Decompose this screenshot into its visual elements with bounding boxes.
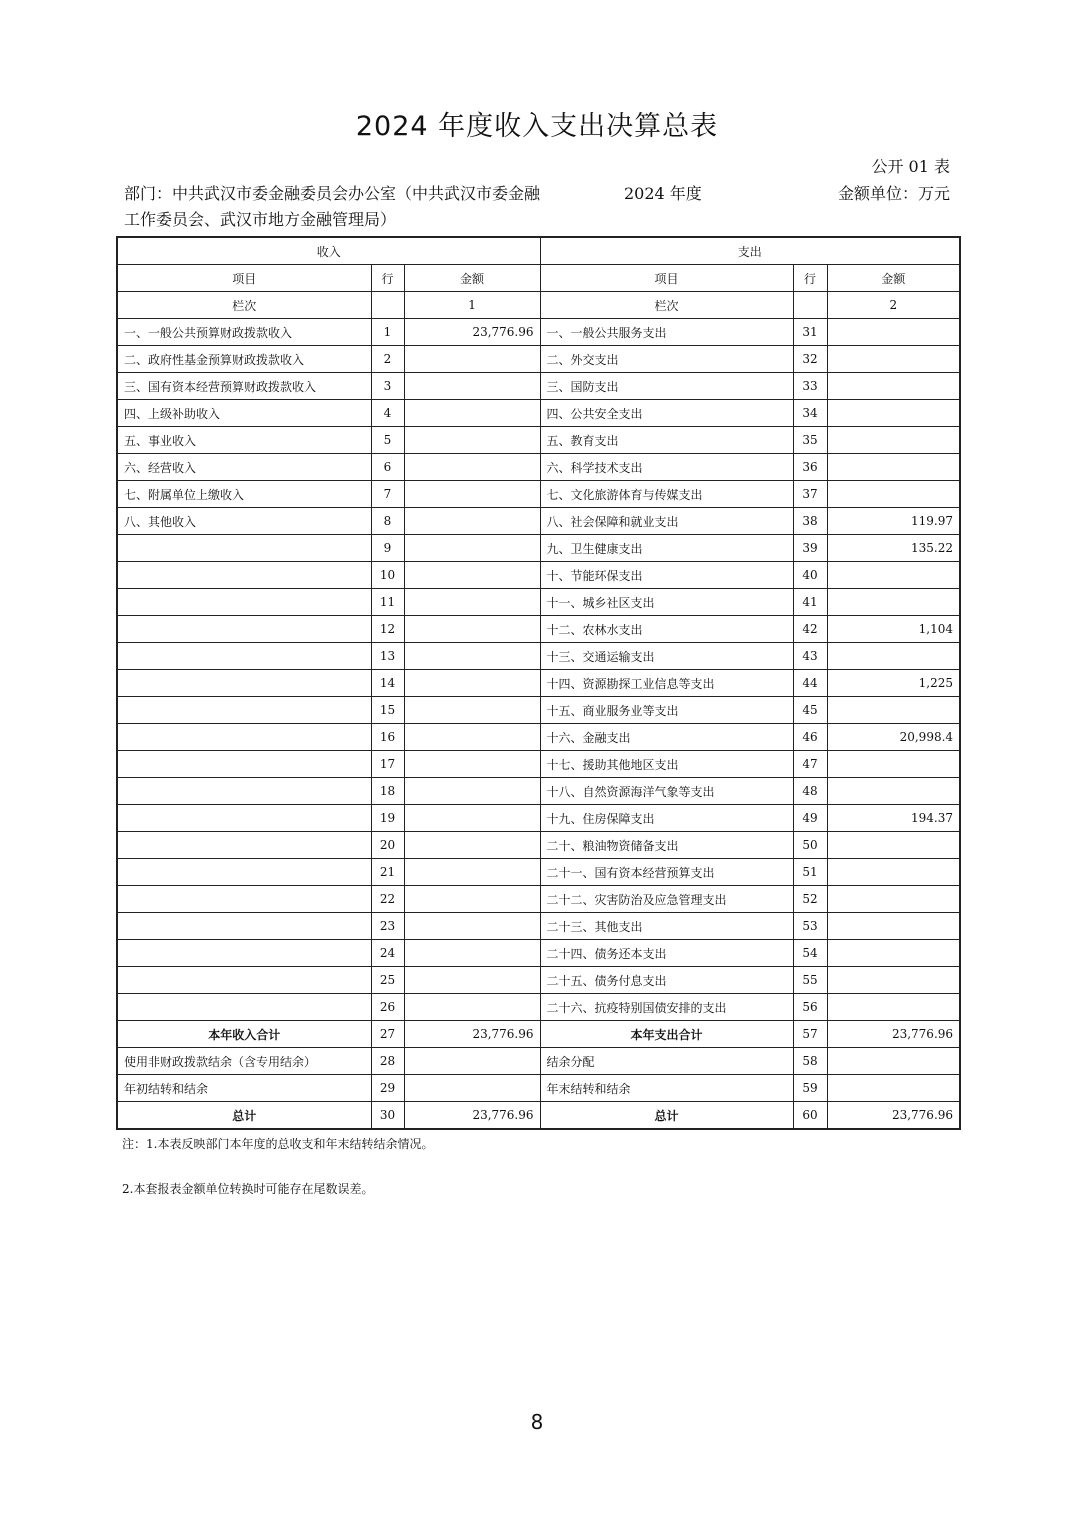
expense-row-number: 60	[793, 1102, 827, 1130]
table-column-number-row	[117, 292, 960, 319]
expense-amount	[827, 427, 960, 454]
expense-amount: 1,225	[827, 670, 960, 697]
income-row-number: 13	[371, 643, 404, 670]
expense-item-name: 十一、城乡社区支出	[540, 589, 793, 616]
income-column-empty	[371, 292, 404, 319]
income-amount	[404, 670, 540, 697]
expense-item-name: 年末结转和结余	[540, 1075, 793, 1102]
expense-item-name: 五、教育支出	[540, 427, 793, 454]
expense-item-name: 十、节能环保支出	[540, 562, 793, 589]
expense-row-number: 41	[793, 589, 827, 616]
income-amount	[404, 589, 540, 616]
income-amount	[404, 967, 540, 994]
income-item-name: 年初结转和结余	[117, 1075, 371, 1102]
income-item-name	[117, 562, 371, 589]
fiscal-year: 2024 年度	[624, 184, 702, 203]
table-row	[117, 751, 960, 778]
expense-amount	[827, 562, 960, 589]
expense-amount	[827, 1048, 960, 1075]
income-item-name: 三、国有资本经营预算财政拨款收入	[117, 373, 371, 400]
expense-item-name: 结余分配	[540, 1048, 793, 1075]
income-amount	[404, 481, 540, 508]
income-amount	[404, 454, 540, 481]
income-item-name	[117, 832, 371, 859]
expense-amount-header: 金额	[827, 265, 960, 292]
income-amount	[404, 778, 540, 805]
income-row-number: 16	[371, 724, 404, 751]
expense-amount: 135.22	[827, 535, 960, 562]
expense-row-number: 36	[793, 454, 827, 481]
expense-amount	[827, 913, 960, 940]
income-amount	[404, 805, 540, 832]
expense-row-number: 34	[793, 400, 827, 427]
amount-unit: 金额单位：万元	[837, 184, 950, 203]
table-row	[117, 1048, 960, 1075]
income-item-name: 四、上级补助收入	[117, 400, 371, 427]
expense-amount	[827, 832, 960, 859]
expense-amount	[827, 967, 960, 994]
income-row-number: 26	[371, 994, 404, 1021]
income-item-name	[117, 697, 371, 724]
expense-item-name: 十五、商业服务业等支出	[540, 697, 793, 724]
income-item-name: 五、事业收入	[117, 427, 371, 454]
expense-item-name: 二十六、抗疫特别国债安排的支出	[540, 994, 793, 1021]
income-item-name: 七、附属单位上缴收入	[117, 481, 371, 508]
expense-amount: 23,776.96	[827, 1021, 960, 1048]
table-row	[117, 994, 960, 1021]
income-amount: 23,776.96	[404, 319, 540, 346]
income-item-name	[117, 616, 371, 643]
income-amount	[404, 751, 540, 778]
table-row	[117, 481, 960, 508]
table-row	[117, 1102, 960, 1130]
expense-amount	[827, 589, 960, 616]
income-item-name	[117, 751, 371, 778]
footnotes	[122, 1135, 433, 1225]
expense-item-name: 一、一般公共服务支出	[540, 319, 793, 346]
income-row-number: 2	[371, 346, 404, 373]
table-row	[117, 859, 960, 886]
expense-amount	[827, 697, 960, 724]
expense-item-name: 二十三、其他支出	[540, 913, 793, 940]
expense-item-name: 总计	[540, 1102, 793, 1130]
income-row-number: 28	[371, 1048, 404, 1075]
income-item-name: 总计	[117, 1102, 371, 1130]
table-row	[117, 913, 960, 940]
expense-amount	[827, 751, 960, 778]
income-item-name	[117, 724, 371, 751]
income-item-name: 八、其他收入	[117, 508, 371, 535]
income-amount: 23,776.96	[404, 1021, 540, 1048]
expense-item-name: 二十二、灾害防治及应急管理支出	[540, 886, 793, 913]
table-row	[117, 508, 960, 535]
income-amount	[404, 1048, 540, 1075]
income-row-number: 4	[371, 400, 404, 427]
income-item-name	[117, 940, 371, 967]
expense-row-number: 32	[793, 346, 827, 373]
income-item-name	[117, 859, 371, 886]
income-row-number: 6	[371, 454, 404, 481]
expense-row-number: 56	[793, 994, 827, 1021]
income-item-name	[117, 589, 371, 616]
expense-amount	[827, 1075, 960, 1102]
table-row	[117, 562, 960, 589]
income-row-number: 15	[371, 697, 404, 724]
table-row	[117, 346, 960, 373]
income-amount	[404, 913, 540, 940]
expense-row-number: 44	[793, 670, 827, 697]
table-row	[117, 400, 960, 427]
expense-row-number: 48	[793, 778, 827, 805]
income-amount	[404, 832, 540, 859]
income-amount	[404, 427, 540, 454]
page-number: 8	[530, 1410, 544, 1434]
income-amount	[404, 643, 540, 670]
income-amount	[404, 616, 540, 643]
expense-amount: 23,776.96	[827, 1102, 960, 1130]
expense-item-name: 二十五、债务付息支出	[540, 967, 793, 994]
expense-item-name: 四、公共安全支出	[540, 400, 793, 427]
income-row-number: 3	[371, 373, 404, 400]
expense-row-number: 51	[793, 859, 827, 886]
expense-item-name: 七、文化旅游体育与传媒支出	[540, 481, 793, 508]
expense-amount	[827, 994, 960, 1021]
income-item-name: 二、政府性基金预算财政拨款收入	[117, 346, 371, 373]
expense-row-number: 33	[793, 373, 827, 400]
expense-row-number: 31	[793, 319, 827, 346]
income-amount	[404, 508, 540, 535]
table-row	[117, 319, 960, 346]
expense-item-name: 十九、住房保障支出	[540, 805, 793, 832]
expense-row-number: 42	[793, 616, 827, 643]
expense-row-number: 35	[793, 427, 827, 454]
expense-item-name: 十二、农林水支出	[540, 616, 793, 643]
expense-row-number: 54	[793, 940, 827, 967]
table-row	[117, 832, 960, 859]
income-column-number: 1	[404, 292, 540, 319]
expense-row-number: 53	[793, 913, 827, 940]
expense-amount	[827, 481, 960, 508]
income-item-name	[117, 778, 371, 805]
income-item-name: 一、一般公共预算财政拨款收入	[117, 319, 371, 346]
expense-column-label: 栏次	[540, 292, 793, 319]
income-item-name	[117, 913, 371, 940]
income-row-number: 14	[371, 670, 404, 697]
expense-row-number: 50	[793, 832, 827, 859]
expense-item-name: 二十、粮油物资储备支出	[540, 832, 793, 859]
expense-row-number: 52	[793, 886, 827, 913]
income-row-number: 11	[371, 589, 404, 616]
income-item-name	[117, 886, 371, 913]
expense-row-number: 57	[793, 1021, 827, 1048]
income-column-label: 栏次	[117, 292, 371, 319]
expense-item-header: 项目	[540, 265, 793, 292]
income-row-number: 9	[371, 535, 404, 562]
expense-row-number: 43	[793, 643, 827, 670]
expense-amount	[827, 346, 960, 373]
income-row-number: 22	[371, 886, 404, 913]
expense-row-number: 38	[793, 508, 827, 535]
income-row-number: 12	[371, 616, 404, 643]
income-item-name	[117, 670, 371, 697]
expense-amount	[827, 400, 960, 427]
expense-item-name: 二十一、国有资本经营预算支出	[540, 859, 793, 886]
expense-amount	[827, 940, 960, 967]
expense-item-name: 六、科学技术支出	[540, 454, 793, 481]
expense-row-number: 40	[793, 562, 827, 589]
income-row-number: 30	[371, 1102, 404, 1130]
income-row-number: 5	[371, 427, 404, 454]
expense-row-number: 58	[793, 1048, 827, 1075]
table-row	[117, 697, 960, 724]
expense-row-number: 55	[793, 967, 827, 994]
expense-column-number: 2	[827, 292, 960, 319]
income-row-number: 19	[371, 805, 404, 832]
table-row	[117, 373, 960, 400]
footnote-2: 2.本套报表金额单位转换时可能存在尾数误差。	[122, 1182, 374, 1196]
income-amount: 23,776.96	[404, 1102, 540, 1130]
table-row	[117, 427, 960, 454]
expense-section-header: 支出	[540, 237, 960, 265]
expense-row-number: 59	[793, 1075, 827, 1102]
income-row-number: 1	[371, 319, 404, 346]
department-label: 部门：中共武汉市委金融委员会办公室（中共武汉市委金融工作委员会、武汉市地方金融管理局）	[124, 184, 541, 229]
income-item-header: 项目	[117, 265, 371, 292]
income-amount	[404, 346, 540, 373]
income-row-number: 17	[371, 751, 404, 778]
expense-amount: 20,998.4	[827, 724, 960, 751]
income-expense-table	[116, 236, 961, 1130]
expense-row-number: 47	[793, 751, 827, 778]
income-row-number: 24	[371, 940, 404, 967]
income-amount	[404, 940, 540, 967]
table-row	[117, 670, 960, 697]
expense-item-name: 十六、金融支出	[540, 724, 793, 751]
income-row-number: 21	[371, 859, 404, 886]
income-row-header: 行	[371, 265, 404, 292]
income-row-number: 27	[371, 1021, 404, 1048]
table-row	[117, 886, 960, 913]
expense-amount	[827, 886, 960, 913]
form-number: 公开 01 表	[871, 157, 950, 176]
table-row	[117, 1021, 960, 1048]
table-row	[117, 940, 960, 967]
income-item-name	[117, 967, 371, 994]
income-amount	[404, 724, 540, 751]
table-row	[117, 535, 960, 562]
income-item-name	[117, 643, 371, 670]
income-amount	[404, 1075, 540, 1102]
income-row-number: 8	[371, 508, 404, 535]
expense-item-name: 三、国防支出	[540, 373, 793, 400]
income-item-name	[117, 805, 371, 832]
income-row-number: 25	[371, 967, 404, 994]
table-row	[117, 967, 960, 994]
expense-amount: 194.37	[827, 805, 960, 832]
table-row	[117, 454, 960, 481]
income-amount	[404, 994, 540, 1021]
expense-item-name: 二、外交支出	[540, 346, 793, 373]
income-item-name: 本年收入合计	[117, 1021, 371, 1048]
expense-row-number: 39	[793, 535, 827, 562]
expense-amount	[827, 859, 960, 886]
table-row	[117, 724, 960, 751]
page-title: 2024 年度收入支出决算总表	[355, 111, 719, 142]
income-item-name: 六、经营收入	[117, 454, 371, 481]
expense-column-empty	[793, 292, 827, 319]
income-amount-header: 金额	[404, 265, 540, 292]
expense-row-number: 46	[793, 724, 827, 751]
table-row	[117, 589, 960, 616]
income-item-name	[117, 535, 371, 562]
income-row-number: 10	[371, 562, 404, 589]
table-row	[117, 643, 960, 670]
expense-amount: 1,104	[827, 616, 960, 643]
income-amount	[404, 535, 540, 562]
income-row-number: 23	[371, 913, 404, 940]
table-row	[117, 616, 960, 643]
income-amount	[404, 562, 540, 589]
expense-item-name: 八、社会保障和就业支出	[540, 508, 793, 535]
expense-row-number: 37	[793, 481, 827, 508]
footnote-1: 注：1.本表反映部门本年度的总收支和年末结转结余情况。	[122, 1137, 434, 1151]
expense-item-name: 本年支出合计	[540, 1021, 793, 1048]
expense-item-name: 十八、自然资源海洋气象等支出	[540, 778, 793, 805]
expense-row-number: 45	[793, 697, 827, 724]
table-row	[117, 778, 960, 805]
expense-amount	[827, 319, 960, 346]
income-amount	[404, 697, 540, 724]
expense-item-name: 十三、交通运输支出	[540, 643, 793, 670]
income-row-number: 18	[371, 778, 404, 805]
expense-item-name: 二十四、债务还本支出	[540, 940, 793, 967]
expense-item-name: 十四、资源勘探工业信息等支出	[540, 670, 793, 697]
income-item-name	[117, 994, 371, 1021]
expense-amount	[827, 373, 960, 400]
table-column-header-row	[117, 265, 960, 292]
income-row-number: 7	[371, 481, 404, 508]
income-amount	[404, 886, 540, 913]
expense-amount: 119.97	[827, 508, 960, 535]
income-amount	[404, 373, 540, 400]
income-amount	[404, 859, 540, 886]
table-header-section-row	[117, 237, 960, 265]
expense-item-name: 九、卫生健康支出	[540, 535, 793, 562]
expense-row-number: 49	[793, 805, 827, 832]
table-row	[117, 1075, 960, 1102]
income-row-number: 29	[371, 1075, 404, 1102]
income-amount	[404, 400, 540, 427]
expense-amount	[827, 643, 960, 670]
expense-amount	[827, 454, 960, 481]
expense-row-header: 行	[793, 265, 827, 292]
table-row	[117, 805, 960, 832]
income-row-number: 20	[371, 832, 404, 859]
income-item-name: 使用非财政拨款结余（含专用结余）	[117, 1048, 371, 1075]
expense-amount	[827, 778, 960, 805]
income-section-header: 收入	[117, 237, 540, 265]
expense-item-name: 十七、援助其他地区支出	[540, 751, 793, 778]
